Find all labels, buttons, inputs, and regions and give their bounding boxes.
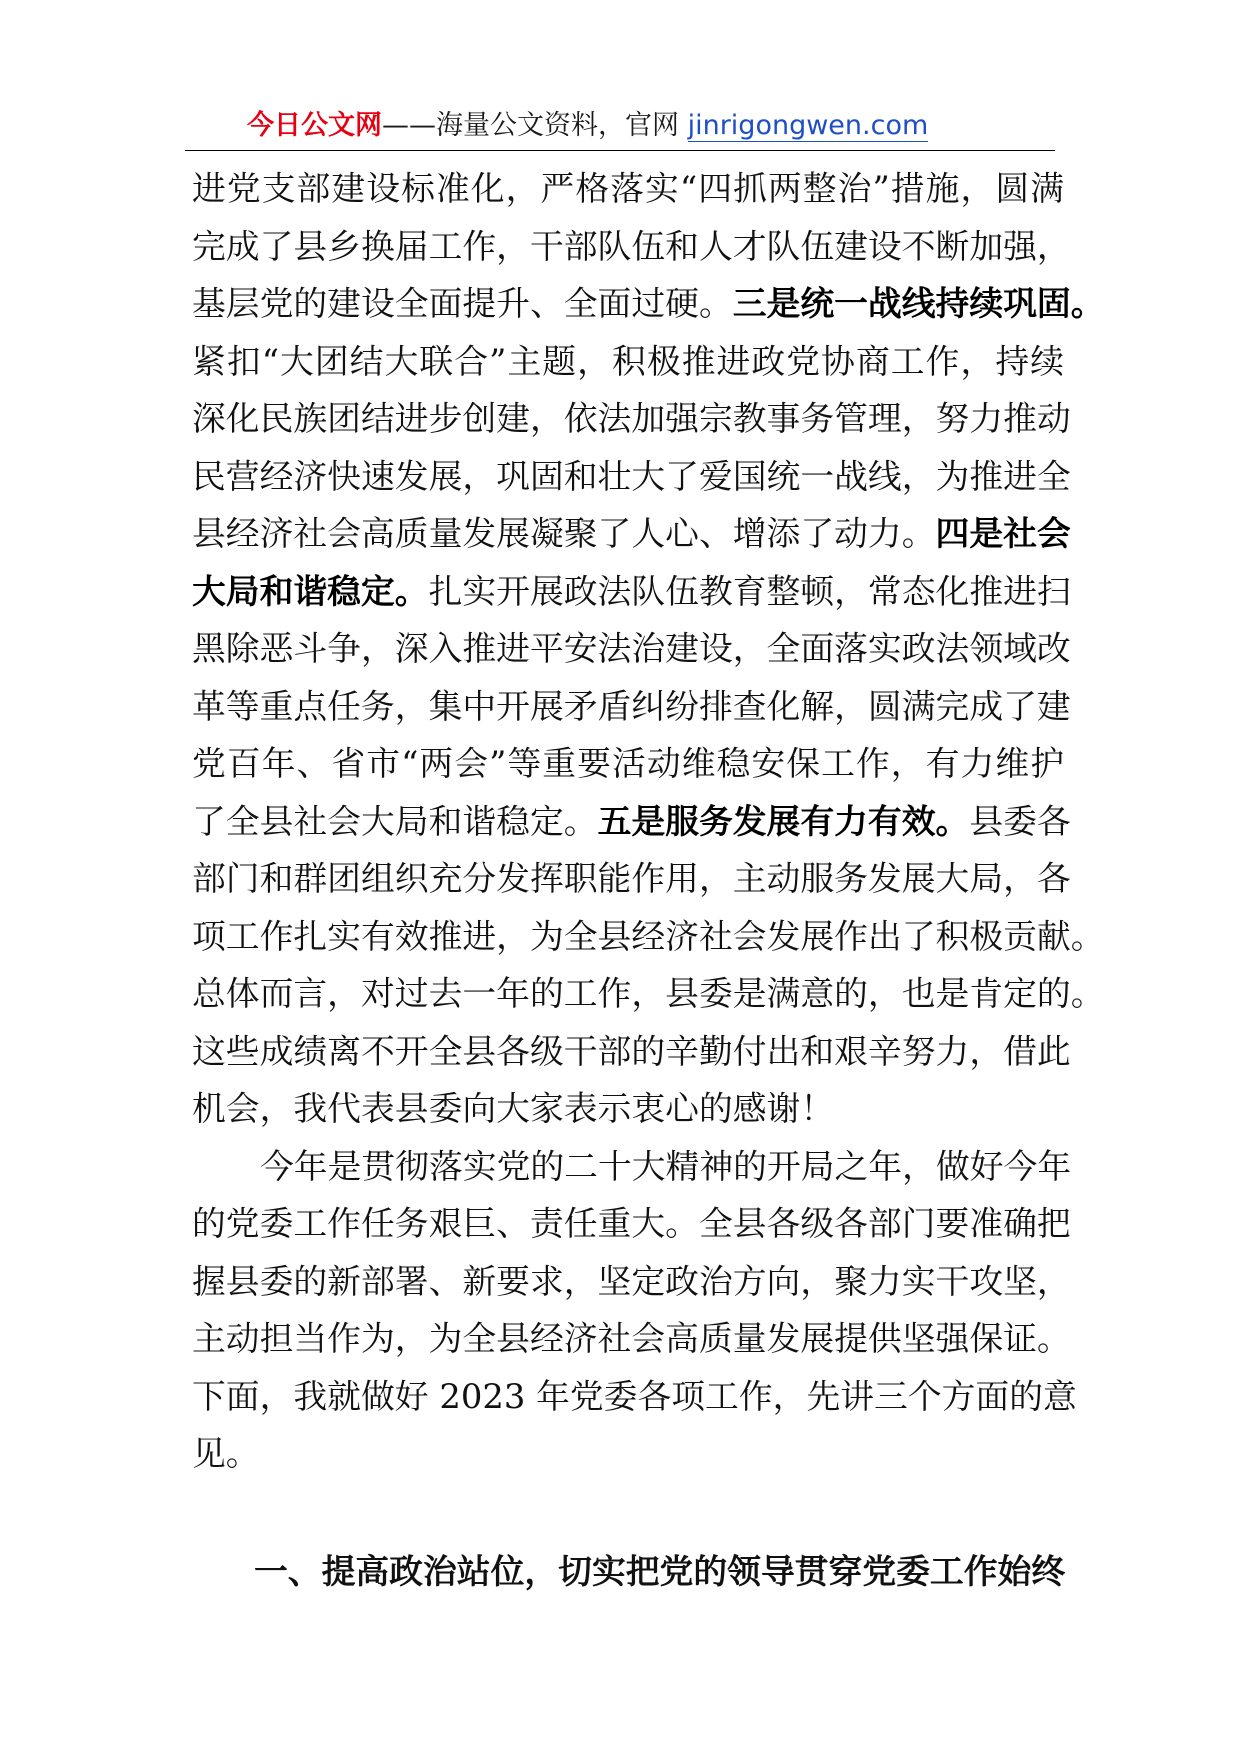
text-line: 主动担当作为，为全县经济社会高质量发展提供坚强保证。 — [192, 1319, 1071, 1358]
header-tagline: 海量公文资料，官网 — [436, 110, 679, 141]
text-line: 项工作扎实有效推进，为全县经济社会发展作出了积极贡献。 — [192, 916, 1105, 956]
text-line: 今年是贯彻落实党的二十大精神的开局之年，做好今年 — [260, 1146, 1072, 1186]
section-heading: 一、提高政治站位，切实把党的领导贯穿党委工作始终 — [254, 1551, 1066, 1591]
text-line — [192, 563, 1071, 621]
text-line: 紧扣“大团结大联合”主题，积极推进政党协商工作，持续 — [192, 341, 1064, 381]
bold-point-three: 三是统一战线持续巩固。 — [732, 284, 1105, 323]
text-line: 党百年、省市“两会”等重要活动维稳安保工作，有力维护 — [192, 744, 1064, 783]
bold-point-four-start: 四是社会 — [935, 514, 1071, 553]
document-body — [192, 160, 1105, 1600]
bold-point-four-end: 大局和谐稳定。 — [192, 571, 429, 611]
text-line: 机会，我代表县委向大家表示衷心的感谢！ — [192, 1089, 835, 1128]
text-line: 这些成绩离不开全县各级干部的辛勤付出和艰辛努力，借此 — [192, 1031, 1071, 1071]
text-line: 握县委的新部署、新要求，坚定政治方向，聚力实干攻坚， — [192, 1261, 1071, 1301]
text-run: 基层党的建设全面提升、全面过硬。 — [192, 284, 733, 323]
text-run: 了全县社会大局和谐稳定。 — [192, 801, 598, 841]
text-line — [192, 793, 1071, 851]
text-line — [192, 505, 1071, 563]
text-line: 总体而言，对过去一年的工作，县委是满意的，也是肯定的。 — [192, 974, 1105, 1013]
text-line: 民营经济快速发展，巩固和壮大了爱国统一战线，为推进全 — [192, 456, 1071, 496]
text-line: 完成了县乡换届工作，干部队伍和人才队伍建设不断加强， — [192, 226, 1071, 266]
text-line: 下面，我就做好 2023 年党委各项工作，先讲三个方面的意 — [192, 1376, 1077, 1416]
text-line — [192, 275, 1105, 333]
text-line: 部门和群团组织充分发挥职能作用，主动服务发展大局，各 — [192, 859, 1071, 898]
website-link[interactable]: jinrigongwen.com — [687, 110, 929, 141]
text-run: 县委各 — [969, 801, 1071, 841]
text-line: 见。 — [192, 1434, 260, 1473]
text-line: 进党支部建设标准化，严格落实“四抓两整治”措施，圆满 — [192, 169, 1064, 208]
bold-point-five: 五是服务发展有力有效。 — [597, 801, 970, 841]
header-text — [247, 108, 928, 144]
text-line: 黑除恶斗争，深入推进平安法治建设，全面落实政法领域改 — [192, 629, 1071, 668]
header-separator: —— — [382, 110, 436, 141]
text-run: 县经济社会高质量发展凝聚了人心、增添了动力。 — [192, 514, 936, 553]
text-line: 深化民族团结进步创建，依法加强宗教事务管理，努力推动 — [192, 399, 1071, 438]
text-line: 革等重点任务，集中开展矛盾纠纷排查化解，圆满完成了建 — [192, 686, 1071, 726]
brand-name: 今日公文网 — [247, 110, 382, 141]
page-header — [185, 104, 1055, 151]
text-line: 的党委工作任务艰巨、责任重大。全县各级各部门要准确把 — [192, 1204, 1071, 1243]
spacer — [192, 1483, 1064, 1543]
text-run: 扎实开展政法队伍教育整顿，常态化推进扫 — [428, 571, 1071, 611]
